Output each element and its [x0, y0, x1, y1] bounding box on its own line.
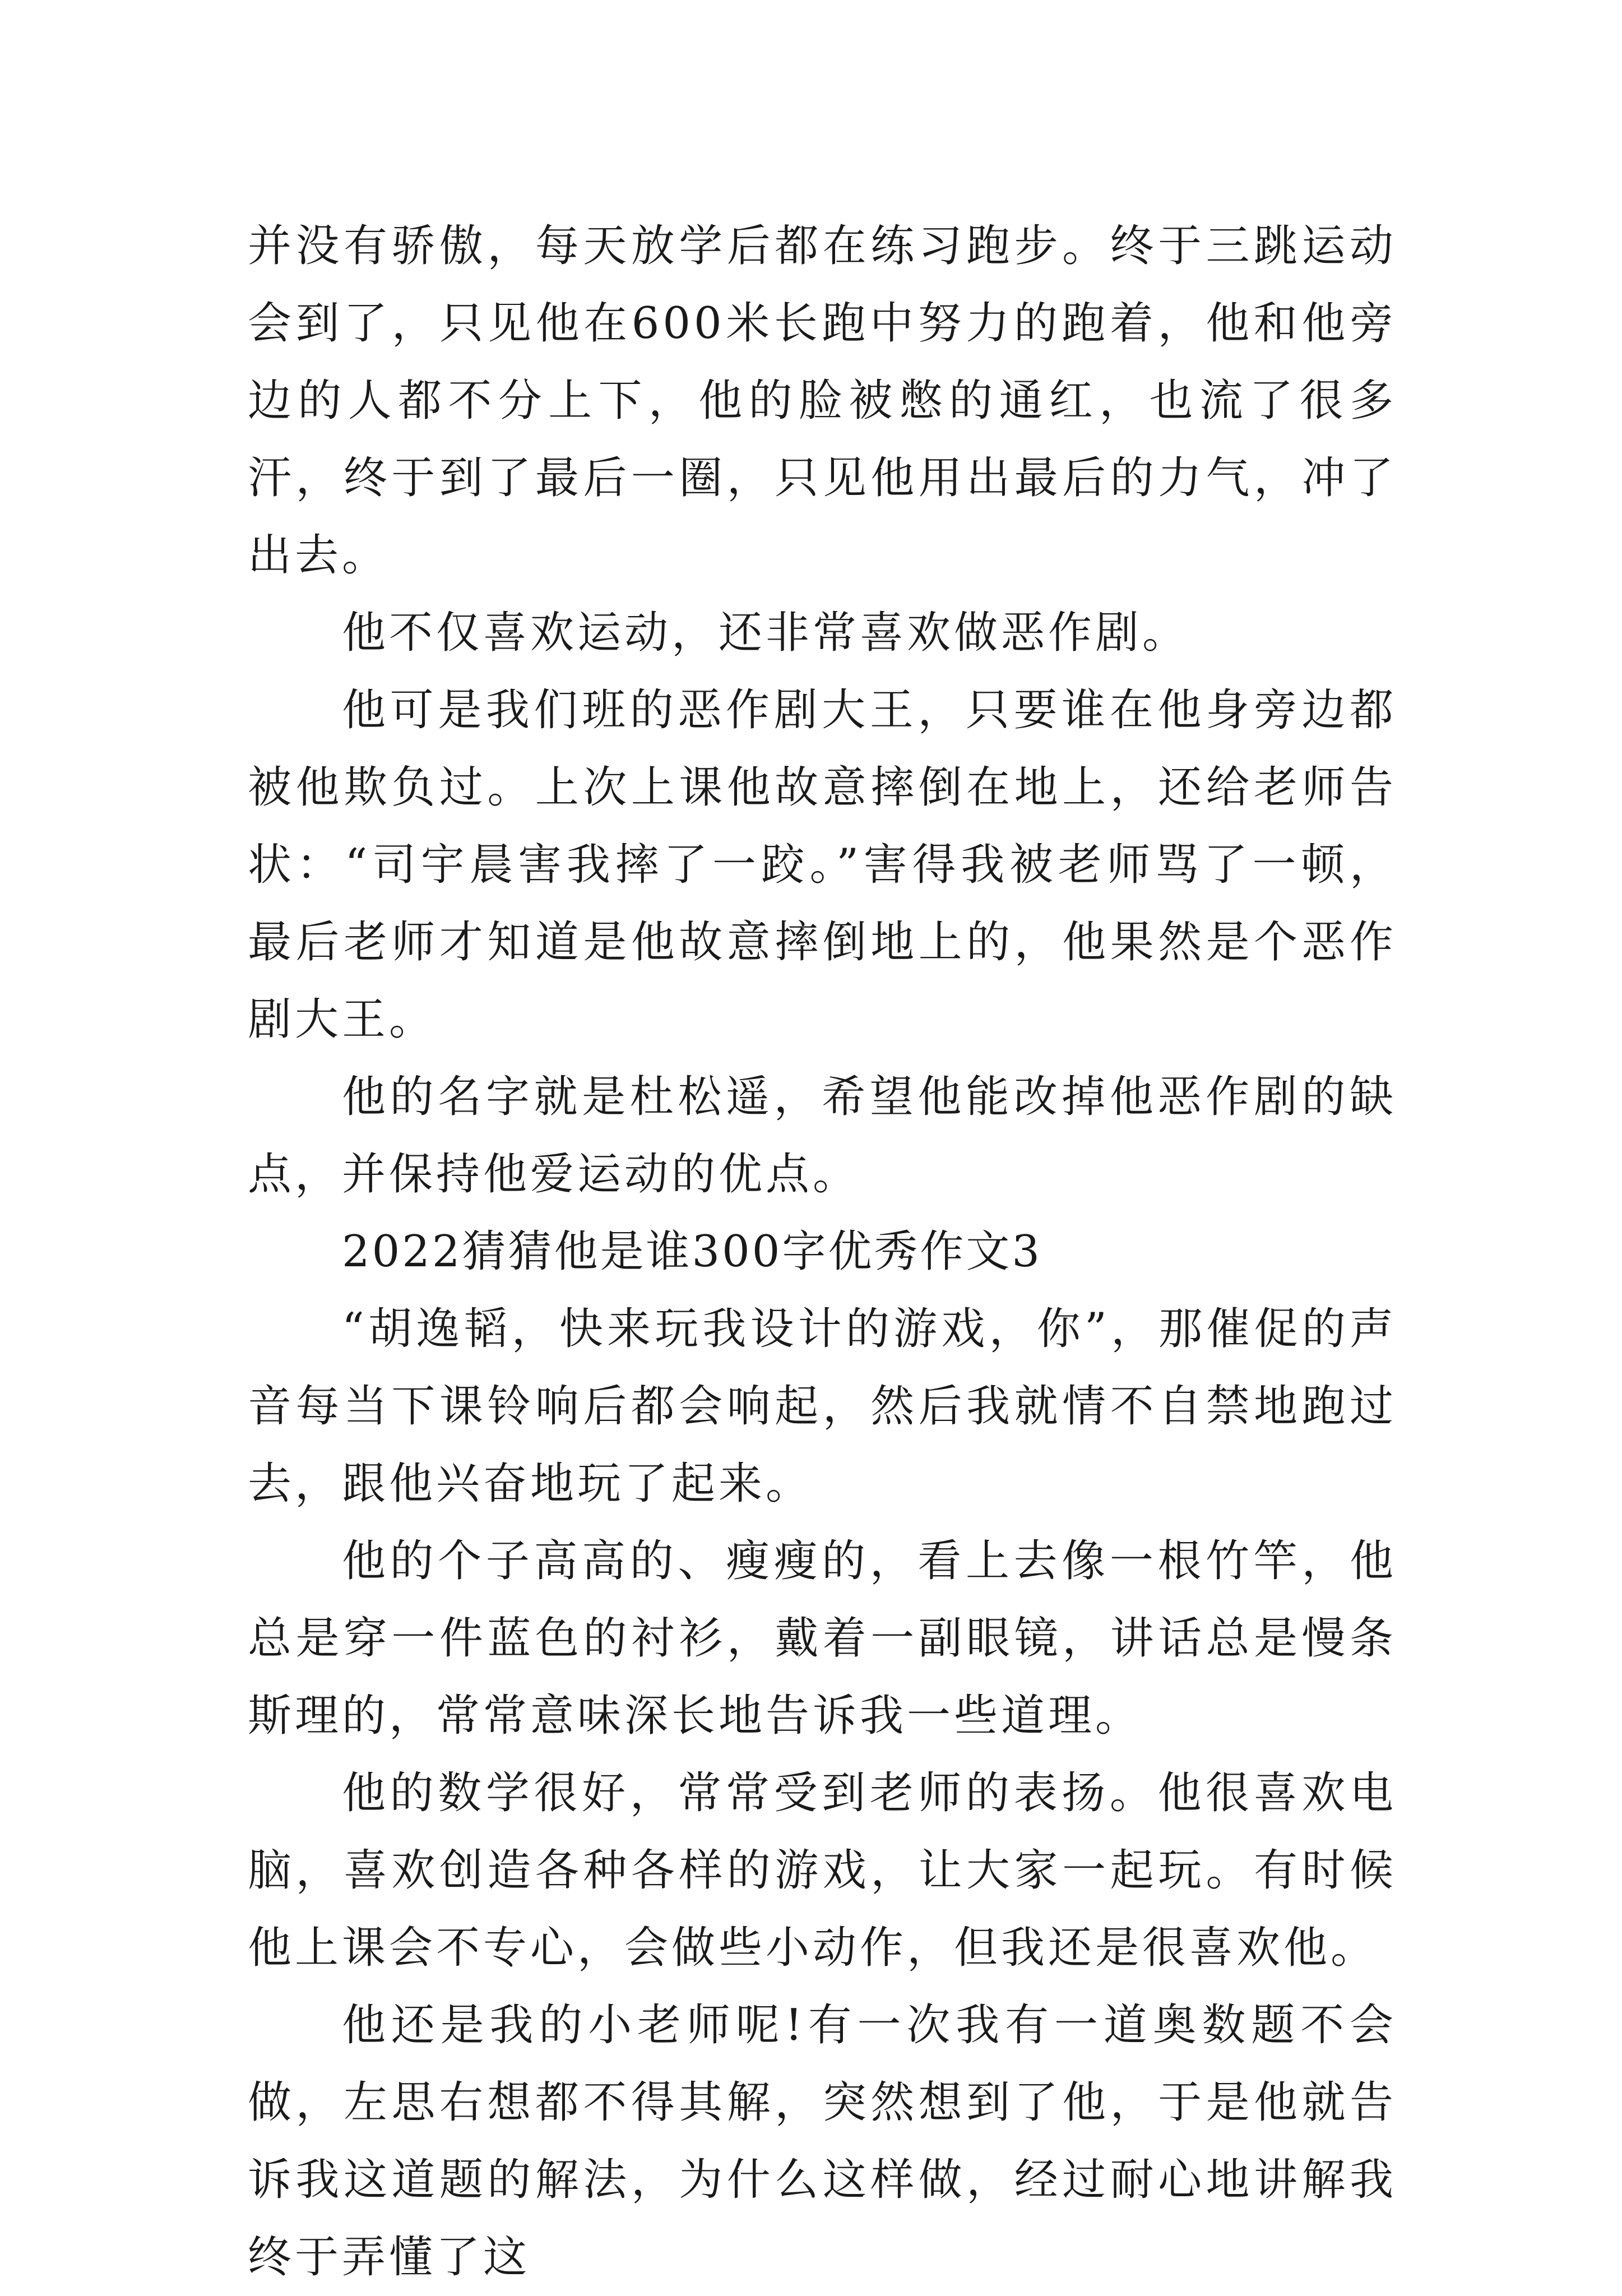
paragraph: 他的名字就是杜松遥，希望他能改掉他恶作剧的缺点，并保持他爱运动的优点。	[248, 1072, 1397, 1200]
essay-heading: 2022猜猜他是谁300字优秀作文3	[342, 1226, 1042, 1277]
paragraph-continued: 并没有骄傲，每天放学后都在练习跑步。终于三跳运动会到了，只见他在600米长跑中努力的跑着，他和他旁边的人都不分上下，他的脸被憋的通红，也流了很多汗，终于到了最后一圈，只见他用出最后的力气，冲了出去。	[248, 221, 1397, 581]
paragraph: 他的数学很好，常常受到老师的表扬。他很喜欢电脑，喜欢创造各种各样的游戏，让大家一起玩。有时候他上课会不专心，会做些小动作，但我还是很喜欢他。	[248, 1768, 1397, 1973]
paragraph: 他的个子高高的、瘦瘦的，看上去像一根竹竿，他总是穿一件蓝色的衬衫，戴着一副眼镜，讲话总是慢条斯理的，常常意味深长地告诉我一些道理。	[248, 1536, 1397, 1741]
essay-body	[248, 207, 1397, 2296]
paragraph: 他不仅喜欢运动，还非常喜欢做恶作剧。	[342, 608, 1190, 658]
paragraph: 他还是我的小老师呢!有一次我有一道奥数题不会做，左思右想都不得其解，突然想到了他，于是他就告诉我这道题的解法，为什么这样做，经过耐心地讲解我终于弄懂了这	[248, 2000, 1397, 2283]
paragraph: 他可是我们班的恶作剧大王，只要谁在他身旁边都被他欺负过。上次上课他故意摔倒在地上，还给老师告状：“司宇晨害我摔了一跤。”害得我被老师骂了一顿，最后老师才知道是他故意摔倒地上的，他果然是个恶作剧大王。	[248, 685, 1397, 1045]
paragraph: “胡逸韬，快来玩我设计的游戏，你”，那催促的声音每当下课铃响后都会响起，然后我就情不自禁地跑过去，跟他兴奋地玩了起来。	[248, 1304, 1397, 1509]
